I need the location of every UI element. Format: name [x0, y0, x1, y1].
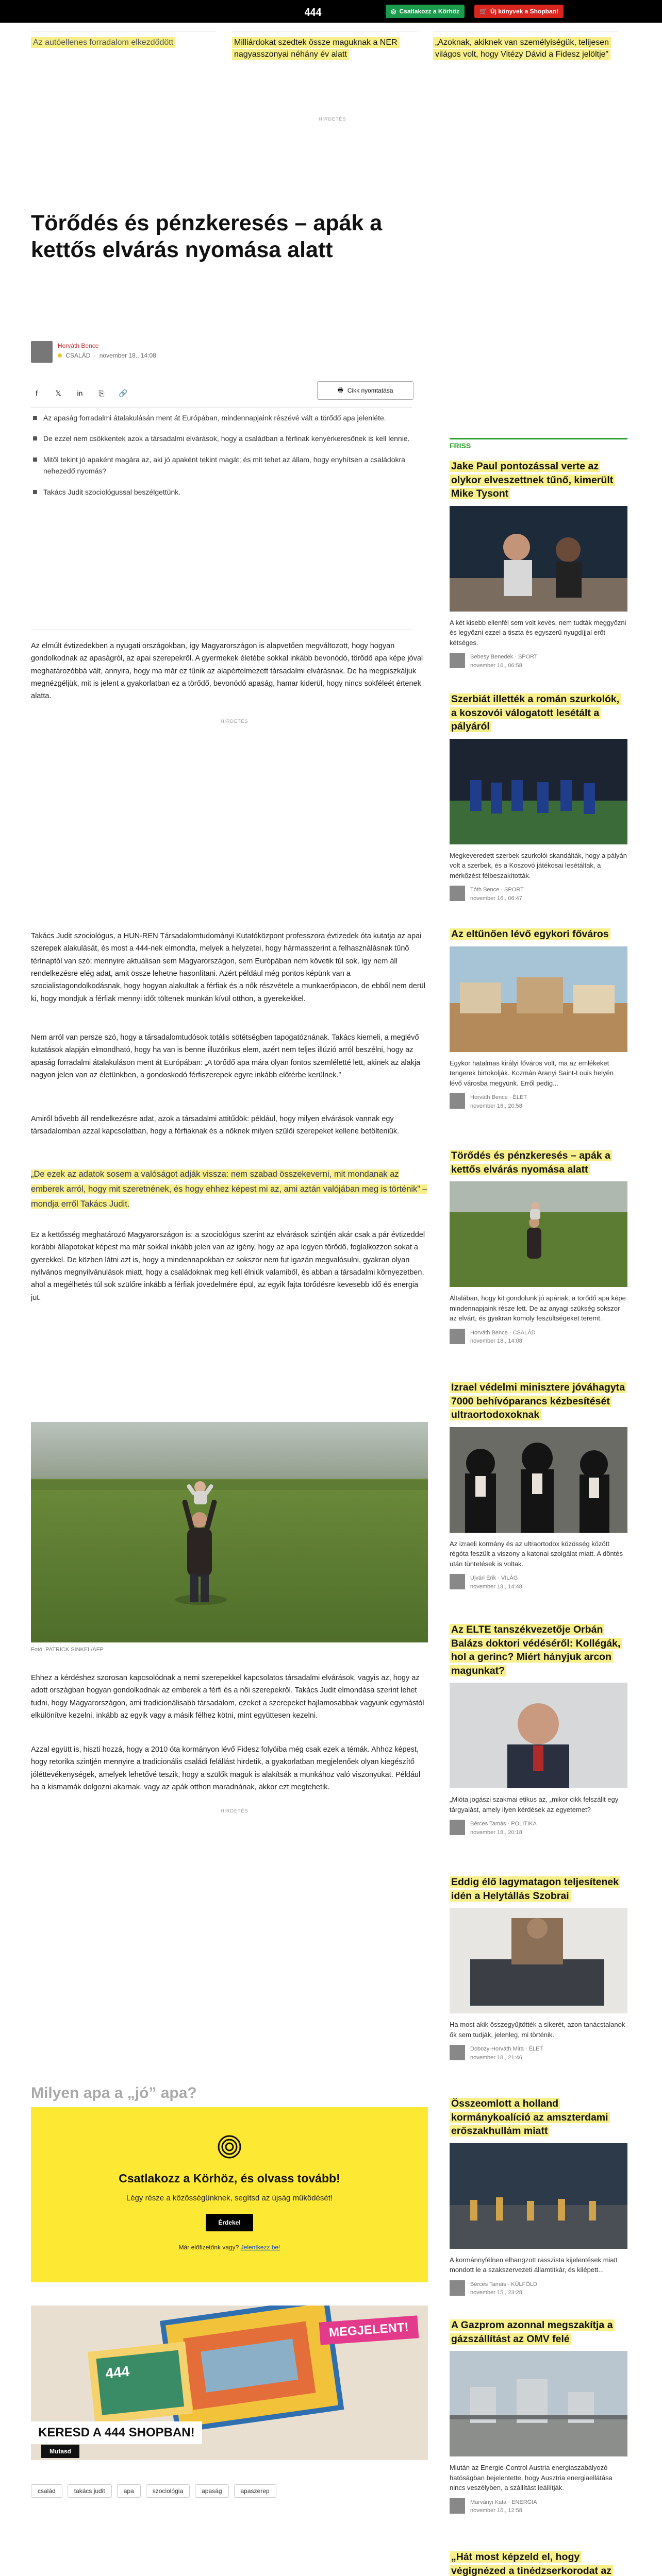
article-category[interactable]: CSALÁD: [65, 352, 91, 360]
teaser-link[interactable]: [433, 31, 619, 109]
tag-list: [31, 2484, 276, 2498]
article-photo: [31, 1422, 428, 1642]
author-avatar: [450, 1820, 465, 1835]
sidebar-news-item[interactable]: [450, 1381, 627, 1591]
login-prompt: [31, 2244, 428, 2251]
teaser-link[interactable]: [31, 31, 217, 109]
sidebar-news-title: Jake Paul pontozással verte az olykor elveszettnek tűnő, kimerült Mike Tysont: [450, 461, 615, 499]
author-avatar[interactable]: [31, 341, 53, 363]
sidebar-news-image: [450, 946, 627, 1052]
article-meta: Horváth Bence CSALÁD · november 18., 14:08: [31, 341, 156, 363]
teaser-row: [31, 31, 619, 109]
sidebar-news-image: [450, 739, 627, 844]
sidebar-news-title: Törődés és pénzkeresés – apák a kettős elvárás nyomása alatt: [450, 1150, 612, 1175]
join-circle-label: Csatlakozz a Körhöz: [399, 8, 460, 15]
join-title: Csatlakozz a Körhöz, és olvass tovább!: [119, 2172, 340, 2185]
article-paragraph: Az elmúlt évtizedekben a nyugati országokban, így Magyarországon is alapvetően megváltozott, hogy hogyan gondolkodnak az apaságról, az apai szerepekről. A gyermekek életébe sokkal inkább bevonódó, törődő apa képe jóval meghatározóbbá vált, annyira, hogy ma már ez tűnik az alapértelmezett társadalmi elvárásnak. De ha megpiszkáljuk megnézgéljük, mit is jelent a gyakorlatban ez a törődő, bevonódó apaság, hamar kiderül, hogy nincs sokféleét értenek alatta.: [31, 642, 423, 701]
sidebar-news-date: november 18., 14:08: [470, 1338, 522, 1345]
tag-chip[interactable]: apaság: [195, 2484, 228, 2498]
sidebar-news-lead: Általában, hogy kit gondolunk jó apának, a törődő apa képe mindennapjaink része lett. De az anyagi szükség sokszor az elvárt, és gyakran komoly feszültségeket teremt.: [450, 1294, 626, 1323]
top-navigation-bar: [0, 0, 662, 23]
author-avatar: [450, 1093, 465, 1109]
sidebar-news-date: november 16., 20:58: [470, 1103, 522, 1109]
sidebar-news-author: Horváth Bence · CSALÁD: [470, 1329, 536, 1336]
sidebar-news-title: Az eltűnően lévő egykori főváros: [450, 928, 610, 940]
author-avatar: [450, 1574, 465, 1589]
print-article-button[interactable]: [317, 381, 413, 400]
sidebar-news-lead: A kormánnyfélnen elhangzott rasszista kijelentések miatt mondott le a szakszervezeti államtitkár, és kilépett...: [450, 2256, 618, 2274]
author-avatar: [450, 2045, 465, 2060]
author-avatar: [450, 653, 465, 668]
category-dot-icon: [58, 353, 62, 358]
bookmark-icon[interactable]: ⎘: [98, 389, 105, 397]
share-bar: [31, 389, 129, 398]
sidebar-news-image: [450, 1427, 627, 1533]
join-interested-button[interactable]: Érdekel: [206, 2214, 253, 2231]
teaser-title: Milliárdokat szedtek össze maguknak a NER nagyasszonyai néhány év alatt: [232, 37, 400, 60]
lead-bullet: Mitől tekint jó apaként magára az, aki jó apaként tekint magát; és mit tehet az állam, hogy enyhítsen a családokra nehezedő nyomás?: [31, 454, 412, 477]
sidebar-news-image: [450, 1683, 627, 1788]
sidebar-news-author: Ujvári Erik · VILÁG: [470, 1575, 518, 1582]
sidebar-news-title: Az ELTE tanszékvezetője Orbán Balázs doktori védéséről: Kollégák, hol a gerinc? Miért hányjuk arcon magunkat?: [450, 1624, 622, 1676]
photo-caption: Fotó: PATRICK SINKEL/AFP: [31, 1647, 104, 1653]
author-avatar: [450, 1329, 465, 1344]
sidebar-news-date: november 18., 21:46: [470, 2054, 522, 2061]
tag-chip[interactable]: apa: [117, 2484, 141, 2498]
article-title: Törődés és pénzkeresés – apák a kettős elvárás nyomása alatt: [31, 211, 383, 262]
sidebar-news-lead: Egykor hatalmas királyi főváros volt, ma az emlékeket tengerek birtokolják. Kozmán Aranyi Saint-Louis helyén lévő városba megyünk. Erről pedig...: [450, 1059, 614, 1087]
sidebar-news-item[interactable]: [450, 1149, 627, 1346]
paywall-join-box: [31, 2107, 428, 2282]
teaser-title: „Azoknak, akiknek van személyiségük, telijesen világos volt, hogy Vitézy Dávid a Fidesz jelöltje”: [433, 37, 611, 60]
sidebar-heading: FRISS: [450, 438, 627, 453]
sidebar-news-item[interactable]: [450, 1623, 627, 1837]
sidebar-news-title: Összeomlott a holland kormánykoalíció az amszterdami erőszakhullám miatt: [450, 2098, 610, 2137]
sidebar-news-item[interactable]: [450, 1875, 627, 2062]
sidebar-news-image: [450, 1181, 627, 1287]
article-paragraph: Ez a kettősség meghatározó Magyarországon is: a szociológus szerint az elvárások szintjén akár csak a pár évtizeddel korábbi állapotokat képest ma már sokkal inkább jelen van az igény, hogy az apa legyen törődő, foglalkozzon sokat a gyerekkel. De közben látni azt is, hogy a mindennapokban ez sokszor nem fut igazán megvalósulni, gyakran olyan nyilvános megnyilvánulások miatt, hogy a családoknak meg kell élniük valamiből, és abban a társadalmi környezetben, ahol a megélhetés túl sok szülőre inkább a férfiak jövedelmére épül, az egyik fajta törődésre kevesebb idő és energia jut.: [31, 1231, 425, 1302]
sidebar-news-author: Sebesy Benedek · SPORT: [470, 654, 538, 660]
x-icon[interactable]: 𝕏: [55, 389, 61, 397]
sidebar-news-title: Szerbiát illették a román szurkolók, a koszovói válogatott lesétált a pályáról: [450, 693, 621, 732]
sidebar-news-item[interactable]: [450, 927, 627, 1110]
sidebar-news-lead: „Mióta jogászi szakmai etikus az, „mikor cikk felszállt egy tárgyalást, amely ilyen kérdések az egyetemet?: [450, 1795, 619, 1814]
teaser-link[interactable]: [232, 31, 418, 109]
teaser-title: Az autóellenes forradalom elkezdődött: [31, 37, 175, 48]
ad-label: HIRDETÉS: [221, 1808, 249, 1814]
sidebar-news-item[interactable]: [450, 2318, 627, 2515]
ad-slot: [31, 1816, 428, 2012]
lead-bullet: De ezzel nem csökkentek azok a társadalmi elvárások, hogy a családban a férfinak kenyérkeresőnek is kell lennie.: [31, 433, 412, 444]
login-link[interactable]: Jelentkezz be!: [240, 2244, 280, 2251]
print-article-label: Cikk nyomtatása: [347, 387, 393, 394]
article-paragraph: Ehhez a kérdéshez szorosan kapcsolódnak a nemi szerepekkel kapcsolatos társadalmi elvárások, vagyis az, hogy az adott országban hogyan gondolkodnak az emberek a férfi és a női szerepekről. Takács Judit elmondása szerint lehet tudni, hogy Magyarországon, ami tradicionálisabb társadalom, ezeket a szerepeket hajlamosabbak vagyunk egymástól elkülönítve kezelni, inkább az egyik vagy a másik félhez kötni, mint együttesen kezelni.: [31, 1674, 424, 1720]
tag-chip[interactable]: család: [31, 2484, 62, 2498]
section-subheading: Milyen apa a „jó” apa?: [31, 2084, 197, 2102]
join-text: Légy része a közösségünknek, segítsd az újság működését!: [126, 2194, 333, 2202]
sidebar-news-date: november 18., 14:48: [470, 1583, 522, 1590]
article-date: november 18., 14:08: [99, 352, 156, 360]
sidebar-news-title: A Gazprom azonnal megszakítja a gázszállítást az OMV felé: [450, 2319, 615, 2345]
login-prompt-text: Már előfizetőnk vagy?: [178, 2244, 239, 2251]
shop-books-label: Új könyvek a Shopban!: [490, 8, 558, 15]
sidebar-news-date: november 16., 06:58: [470, 662, 522, 669]
article-paragraph: Azzal együtt is, hiszti hozzá, hogy a 2010 óta kormányon lévő Fidesz folyóiba még csak ezek a témák. Ahhoz képest, hogy retorika szintjén mennyire a tradicionális családi felállást hirdetik, a gyakorlatban megjelenőek olyan kiegészítő jóléttevékenységek, amelyek lehetővé teszik, hogy a szülők maguk is alakítsák a munkához való viszonyukat. Például ha a kismamák dolgozni akarnak, vagy az apák otthon maradnának, akkor ezt megtehetik.: [31, 1745, 421, 1792]
sidebar-news-image: [450, 2143, 627, 2249]
sidebar-news-author: Horváth Bence · ÉLET: [470, 1094, 527, 1101]
circle-logo-icon: [218, 2135, 241, 2159]
pull-quote: [31, 1167, 428, 1212]
tag-chip[interactable]: apaszerep: [234, 2484, 276, 2498]
sidebar-news-author: Tóth Bence · SPORT: [470, 887, 524, 893]
ad-label: HIRDETÉS: [221, 719, 249, 724]
sidebar-news-author: Márványi Kata · ENERGIA: [470, 2499, 537, 2505]
pull-quote-text: „De ezek az adatok sosem a valóságot adják vissza: nem szabad összekeverni, mit mondanak az emberek arról, hogy mit szeretnének, és hogy ehhez képest mi az, ami aztán valójában meg is történik” – mondja erről Takács Judit.: [31, 1170, 427, 1209]
link-icon[interactable]: 🔗: [119, 389, 128, 397]
author-avatar: [450, 886, 465, 901]
sidebar-news-title: „Hát most képzeld el, hogy végignézed a tinédzserkorodat az: [450, 2551, 618, 2576]
article-paragraph: Takács Judit szociológus, a HUN-REN Társadalomtudományi Kutatóközpont professzora évtizedek óta kutatja az apai szerepek alakulását, és most a 444-nek elmondta, melyek a helyzetei, hogy hármasszerint a felhasználásnak tűnő térínaptól van szó; mennyire aktuálisan sem Magyarországon, sem Európában nem követik túl sok, így nem áll rendelkezésre elég adat, amit össze lehetne hasonlítani. Azért például még pontos képünk van a szocialistagondolkodásnak, hogy hogyan alakultak a férfiak és a nők részvétele a munkaerőpiacon, de ebből nem derül ki, hogy mondjuk a férfiak mennyi időt töltenek munkán kívül otthon, a gyerekekkel.: [31, 932, 425, 1003]
site-logo[interactable]: 444: [304, 6, 322, 19]
shop-banner[interactable]: [31, 2306, 428, 2460]
sidebar-news-date: november 16., 06:47: [470, 895, 522, 902]
svg-text:444: 444: [104, 2363, 130, 2382]
sidebar-news-lead: Ha most akik összegyűjtötték a sikerét, azon tanácstalanok ők sem tudják, jelenleg, mi történik.: [450, 2021, 625, 2039]
sidebar-news-lead: Miután az Energie-Control Austria energiaszabályozó hatóságban bejelentette, hogy Ausztria energiaellátása nincs veszélyben, a szállítást leállítják.: [450, 2464, 613, 2492]
sidebar-news-image: [450, 506, 627, 612]
shop-badge: MEGJELENT!: [319, 2315, 419, 2345]
sidebar-news-lead: Megkeveredett szerbek szurkolói skandálták, hogy a pályán volt a szerbek, és a Koszovó játékosai lesétáltak, a mérkőzést félbeszakították.: [450, 851, 627, 879]
tag-chip[interactable]: takács judit: [68, 2484, 112, 2498]
tag-chip[interactable]: szociológia: [146, 2484, 190, 2498]
sidebar-news-item[interactable]: [450, 692, 627, 903]
sidebar-news-lead: Az izraeli kormány és az ultraortodox közösség között régóta feszült a viszony a katonai szolgálat miatt. A döntés után tüntetések is voltak.: [450, 1539, 623, 1568]
printer-icon: 🖶: [337, 386, 343, 394]
sidebar-news-image: [450, 1908, 627, 2013]
sidebar-news-date: november 18., 20:18: [470, 1829, 522, 1836]
sidebar-news-item[interactable]: [450, 2550, 627, 2576]
sidebar-news-image: [450, 2351, 627, 2456]
sidebar-news-author: Dobozy-Horváth Mira · ÉLET: [470, 2046, 543, 2053]
circle-icon: ◎: [391, 8, 396, 15]
sidebar-news-date: november 15., 23:28: [470, 2290, 522, 2296]
ad-slot: [31, 726, 428, 922]
sidebar-news-date: november 16., 12:58: [470, 2507, 522, 2514]
sidebar-news-author: Bérces Tamás · KÜLFÖLD: [470, 2281, 538, 2287]
sidebar-news-author: Bérces Tamás · POLITIKA: [470, 1821, 537, 1827]
article-paragraph: Amiről bővebb áll rendelkezésre adat, azok a társadalmi attitűdök: például, hogy milyen elvárások vannak egy társadalomban azzal kapcsolatban, hogy a férfiaknak és a nőknek milyen szülői szerepeket kellene betölteniük.: [31, 1115, 400, 1136]
lead-bullet: Az apaság forradalmi átalakulásán ment át Európában, mindennapjaink részévé vált a törődő apa jelenléte.: [31, 412, 412, 423]
divider: [31, 407, 412, 408]
lead-bullet: Takács Judit szociológussal beszélgettünk.: [31, 486, 412, 498]
sidebar-news-title: Izrael védelmi minisztere jóváhagyta 7000 behívóparancs kézbesítését ultraortodoxoknak: [450, 1382, 626, 1420]
linkedin-icon[interactable]: in: [77, 389, 83, 397]
shop-cta: KERESD A 444 SHOPBAN!: [31, 2421, 202, 2444]
author-avatar: [450, 2280, 465, 2296]
fresh-news-sidebar: [450, 438, 627, 2576]
sidebar-news-item[interactable]: [450, 460, 627, 670]
author-name[interactable]: Horváth Bence: [58, 342, 99, 349]
join-circle-button[interactable]: [386, 5, 465, 18]
ad-label: HIRDETÉS: [319, 116, 346, 122]
sidebar-news-title: Eddig élő lagymatagon teljesítenek idén a Helytállás Szobrai: [450, 1876, 620, 1902]
cart-icon: 🛒: [479, 8, 487, 15]
shop-books-button[interactable]: [474, 5, 564, 18]
author-avatar: [450, 2498, 465, 2514]
father-child-photo: [31, 1422, 428, 1642]
sidebar-news-lead: A két kisebb ellenfél sem volt kevés, nem tudták meggyőzni és legyőzni ezzel a tiszta és egyszerű nyugdíjjal erőt kétséges.: [450, 618, 626, 647]
sidebar-news-item[interactable]: [450, 2097, 627, 2297]
facebook-icon[interactable]: f: [36, 389, 38, 397]
article-paragraph: Nem arról van persze szó, hogy a társadalomtudósok totális sötétségben tapogatóznának. Takács kiemeli, a meglévő kutatások alapján elmondható, hogy ha van is benne illuzórikus elem, azért nem teljes illúzió arról beszélni, hogy az apaság forradalmi átalakuláson ment át Európában: „A törődő apa mára olyan fontos szemléletté lett, akinek az alakja nagyon jelen van az életünkben, a gondoskodó férfiszerepek egyre inkább előtérbe kerülnek.”: [31, 1033, 421, 1080]
shop-show-button[interactable]: Mutasd: [41, 2445, 79, 2458]
article-lead-bullets: [31, 412, 412, 507]
